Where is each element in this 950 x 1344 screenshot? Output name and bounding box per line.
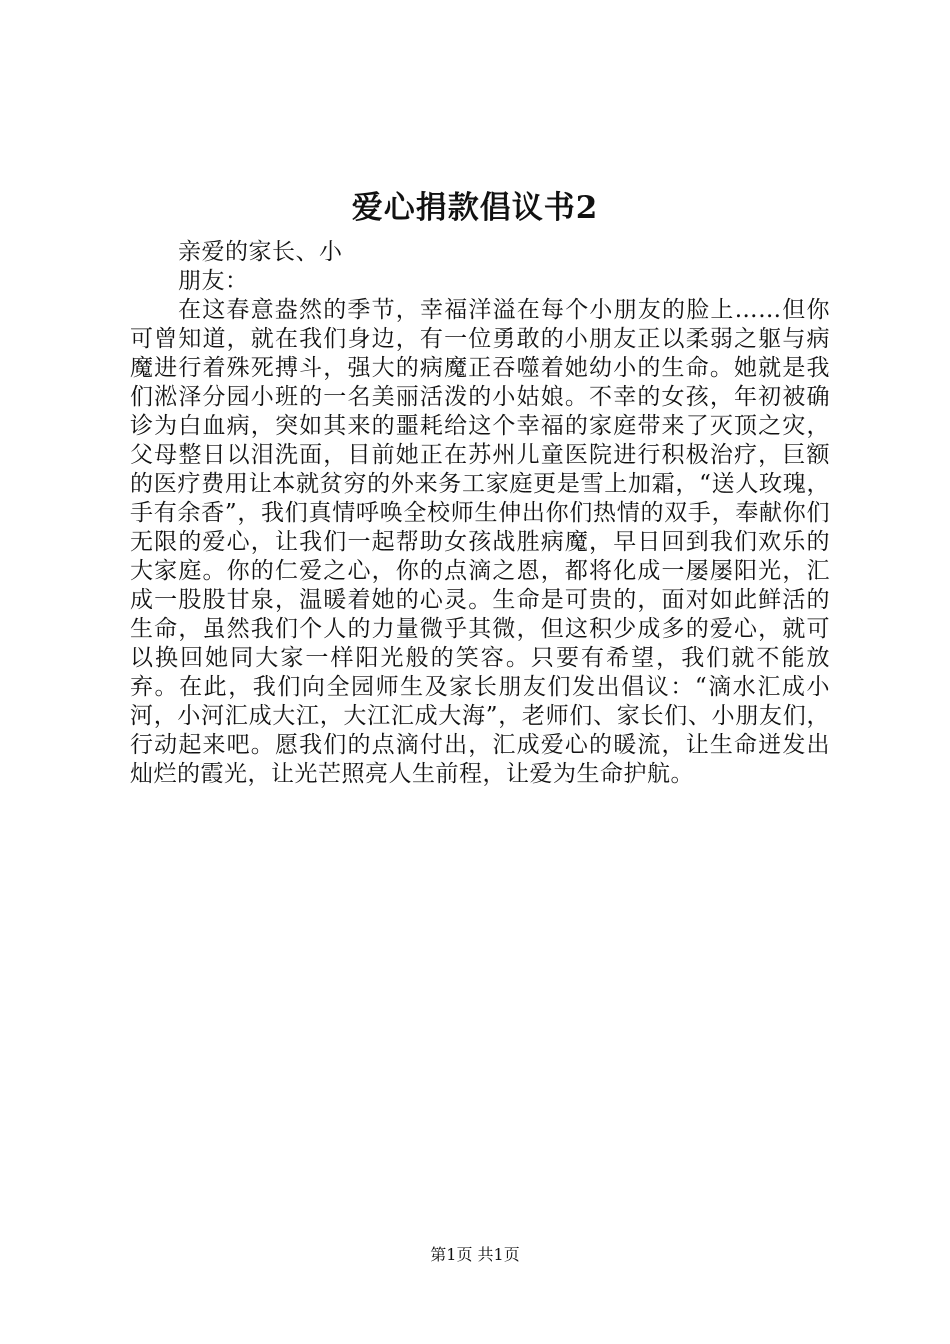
body-paragraph: 在这春意盎然的季节，幸福洋溢在每个小朋友的脸上……但你可曾知道，就在我们身边，有一位勇敢的小朋友正以柔弱之躯与病魔进行着殊死搏斗，强大的病魔正吞噬着她幼小的生命。她就是我们淞泽分园小班的一名美丽活泼的小姑娘。不幸的女孩，年初被确诊为白血病，突如其来的噩耗给这个幸福的家庭带来了灭顶之灾，父母整日以泪洗面，目前她正在苏州儿童医院进行积极治疗，巨额的医疗费用让本就贫穷的外来务工家庭更是雪上加霜，“送人玫瑰，手有余香”，我们真情呼唤全校师生伸出你们热情的双手，奉献你们无限的爱心，让我们一起帮助女孩战胜病魔，早日回到我们欢乐的大家庭。你的仁爱之心，你的点滴之恩，都将化成一屡屡阳光，汇成一股股甘泉，温暖着她的心灵。生命是可贵的，面对如此鲜活的生命，虽然我们个人的力量微乎其微，但这积少成多的爱心，就可以换回她同大家一样阳光般的笑容。只要有希望，我们就不能放弃。在此，我们向全园师生及家长朋友们发出倡议：“滴水汇成小河，小河汇成大江，大江汇成大海”，老师们、家长们、小朋友们，行动起来吧。愿我们的点滴付出，汇成爱心的暖流，让生命迸发出灿烂的霞光，让光芒照亮人生前程，让爱为生命护航。 bbox=[130, 297, 830, 787]
salutation-line-2: 朋友： bbox=[178, 268, 249, 294]
salutation-line-1: 亲爱的家长、小 bbox=[178, 239, 343, 265]
document-title: 爱心捐款倡议书2 bbox=[351, 190, 599, 226]
page-footer: 第1页 共1页 bbox=[430, 1245, 520, 1264]
